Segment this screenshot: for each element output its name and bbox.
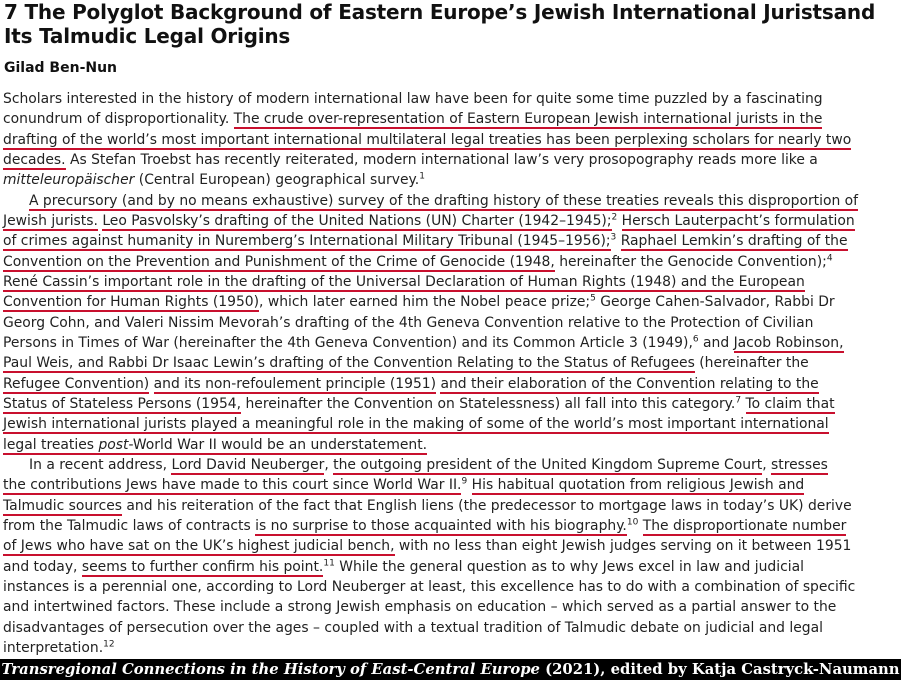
paragraph-line	[3, 272, 805, 292]
paragraph-line: interpretation.$^{12}$	[3, 639, 115, 656]
paragraph-line: conundrum of disproportionality. The crude over-representation of Eastern European Jewish international jurists in the	[3, 111, 823, 128]
highlight-underline: legal treaties post-World War II would be an understatement.	[3, 436, 428, 453]
highlight-underline: Status of Stateless Persons (1954,	[3, 396, 242, 412]
paragraph-line	[3, 435, 427, 455]
highlight-underline: is no surprise to those acquainted with his biography.	[255, 518, 627, 534]
highlight-underline: the contributions Jews have made to this court since World War II.	[3, 477, 462, 494]
paragraph-line	[3, 374, 819, 394]
highlight-underline: Raphael Lemkin’s drafting of the	[620, 233, 848, 250]
author-name: Gilad Ben-Nun	[4, 60, 118, 76]
paragraph-line: Scholars interested in the history of modern international law have been for quite some time puzzled by a fascinating	[3, 91, 823, 107]
footnote-ref: 10	[626, 517, 639, 528]
footnote-ref: 1	[419, 171, 425, 182]
paragraph-line: from the Talmudic laws of contracts is no surprise to those acquainted with his biography.$^{10}$ The disproportionate number	[3, 517, 847, 534]
paragraph-line: disadvantages of persecution over the ages – coupled with a textual tradition of Talmudic debate on judicial and legal	[3, 619, 823, 636]
paragraph-line	[29, 191, 858, 211]
paragraph-line: Georg Cohn, and Valeri Nissim Mevorah’s drafting of the 4th Geneva Convention relative to the Protection of Civilian	[3, 314, 814, 331]
highlight-underline: To claim that	[745, 396, 835, 412]
highlight-underline: The crude over-representation of Eastern European Jewish international jurists in the	[233, 111, 823, 128]
paragraph-line: Convention for Human Rights (1950), which later earned him the Nobel peace prize;$^5$ George Cahen-Salvador, Rabbi Dr	[3, 293, 835, 311]
paragraph-line	[3, 231, 848, 251]
highlight-underline: A precursory (and by no means exhaustive) survey of the drafting history of these treaties reveals this disproportion of	[29, 192, 859, 209]
highlight-underline: His habitual quotation from religious Jewish and	[471, 477, 805, 494]
highlight-underline: Paul Weis, and Rabbi Dr Isaac Lewin’s drafting of the Convention Relating to the Status of Refugees	[3, 355, 695, 372]
highlight-underline: Convention on the Prevention and Punishment of the Crime of Genocide (1948,	[3, 253, 555, 270]
paragraph-line	[3, 211, 855, 231]
paragraph-line: In a recent address, Lord David Neuberger, the outgoing president of the United Kingdom Supreme Court, stresses	[29, 457, 828, 473]
highlight-underline: and their elaboration of the Convention relating to the	[440, 375, 819, 392]
highlight-underline: and its non-refoulement principle (1951)	[153, 375, 437, 392]
paragraph-line: Talmudic sources and his reiteration of the fact that English liens (the predecessor to mortgage laws in today’s UK) derive	[3, 497, 852, 514]
paragraph-line: mitteleuropäischer (Central European) geographical survey.$^1$	[3, 171, 425, 189]
highlight-underline: Lord David Neuberger	[171, 457, 325, 473]
citation-details: (2021), edited by Katja Castryck-Naumann	[539, 661, 900, 678]
footnote-ref: 11	[323, 558, 335, 569]
paragraph-line: and today, seems to further confirm his point.$^{11}$ While the general question as to why Jews excel in law and judicial	[3, 558, 804, 575]
highlight-underline: decades.	[3, 152, 66, 168]
highlight-underline: Convention for Human Rights (1950)	[3, 294, 260, 311]
highlight-underline: drafting of the world’s most important international multilateral legal treaties has been perplexing scholars for nearly two	[3, 131, 852, 148]
footnote-ref: 6	[692, 334, 699, 345]
highlight-underline: René Cassin’s important role in the drafting of the Universal Declaration of Human Rights (1948) and the European	[3, 274, 805, 290]
footnote-ref: 2	[611, 212, 618, 223]
highlight-underline: Leo Pasvolsky’s drafting of the United Nations (UN) Charter (1942–1945);	[102, 213, 612, 229]
highlight-underline: seems to further confirm his point.	[81, 558, 324, 575]
highlight-underline: Jacob Robinson,	[733, 335, 844, 351]
chapter-title: 7 The Polyglot Background of Eastern Europe’s Jewish International Juristsand Its Talmudic Legal Origins	[4, 0, 876, 48]
paragraph-line: Status of Stateless Persons (1954, hereinafter the Convention on Statelessness) all fall into this category.$^7$ To claim that	[3, 395, 835, 412]
paragraph-line: Paul Weis, and Rabbi Dr Isaac Lewin’s drafting of the Convention Relating to the Status of Refugees (hereinafter the	[3, 355, 809, 372]
footnote-ref: 7	[735, 395, 742, 406]
highlight-underline: Hersch Lauterpacht’s formulation	[621, 213, 855, 229]
book-title: Transregional Connections in the History of East-Central Europe	[1, 661, 540, 678]
paragraph-line	[3, 130, 851, 150]
citation-footer	[0, 659, 901, 680]
highlight-underline: of Jews who have sat on the UK’s highest judicial bench,	[3, 538, 395, 555]
paragraph-line: Convention on the Prevention and Punishment of the Crime of Genocide (1948, hereinafter the Genocide Convention);$^4$	[3, 253, 833, 270]
footnote-ref: 3	[610, 232, 617, 243]
paragraph-line: and intertwined factors. These include a strong Jewish emphasis on education – which served as a partial answer to the	[3, 599, 837, 616]
paragraph-line: of Jews who have sat on the UK’s highest judicial bench, with no less than eight Jewish judges serving on it between 1951	[3, 538, 852, 555]
paragraph-line: decades. As Stefan Troebst has recently reiterated, modern international law’s very prosopography reads more like a	[3, 152, 818, 168]
paragraph-line	[3, 475, 804, 495]
highlight-underline: Refugee Convention)	[3, 375, 150, 392]
highlight-underline: The disproportionate number	[642, 518, 847, 534]
footnote-ref: 5	[590, 293, 596, 304]
highlight-underline: of crimes against humanity in Nuremberg’s International Military Tribunal (1945–1956);	[3, 233, 611, 250]
highlight-underline: the outgoing president of the United Kingdom Supreme Court	[333, 457, 763, 473]
highlight-underline: Talmudic sources	[3, 497, 122, 514]
highlight-underline: Jewish jurists.	[3, 213, 98, 229]
footnote-ref: 12	[103, 639, 115, 650]
footnote-ref: 9	[461, 476, 468, 487]
paragraph-line: Persons in Times of War (hereinafter the 4th Geneva Convention) and its Common Article 3 (1949),$^6$ and Jacob Robinson,	[3, 334, 844, 351]
paragraph-line	[3, 414, 829, 434]
footnote-ref: 4	[826, 253, 833, 264]
highlight-underline: Jewish international jurists played a meaningful role in the making of some of the world’s most important international	[3, 416, 829, 433]
highlight-underline: stresses	[771, 457, 828, 473]
paragraph-line: instances is a perennial one, according to Lord Neuberger at least, this excellence has to do with a combination of specific	[3, 579, 856, 595]
